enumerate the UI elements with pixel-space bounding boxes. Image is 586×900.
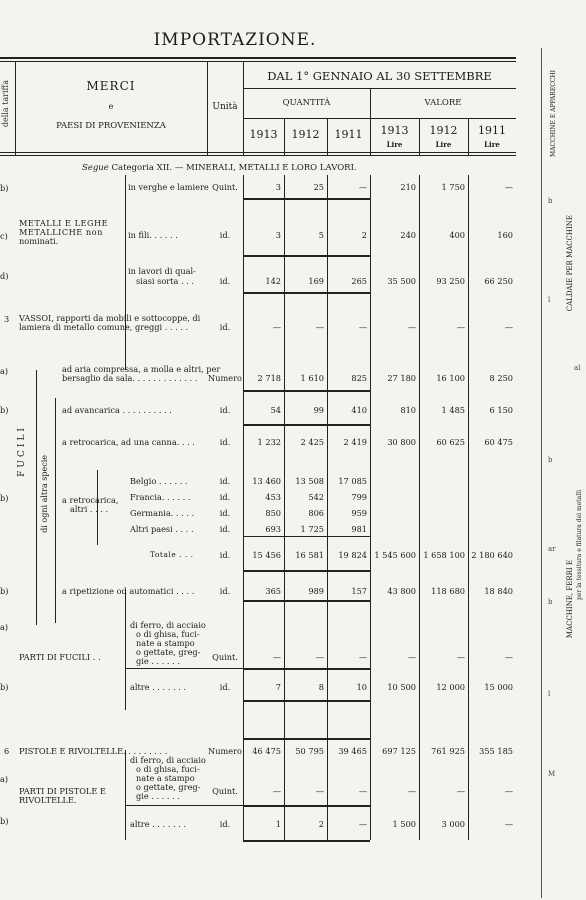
q1913-cell: 7 bbox=[275, 682, 281, 692]
unit-cell: id. bbox=[219, 322, 231, 332]
q1913-cell: — bbox=[272, 322, 281, 332]
unit-cell: id. bbox=[219, 405, 231, 415]
year-q-1913: 1913 bbox=[249, 128, 278, 141]
q1913-cell: 693 bbox=[265, 524, 281, 534]
right-edge-mark: M bbox=[548, 770, 556, 778]
v1913-cell: — bbox=[407, 786, 416, 796]
label-avancarica: ad avancarica . . . . . . . . . . bbox=[62, 405, 172, 415]
unit-cell: Numero bbox=[208, 746, 242, 756]
q1913-cell: 2 718 bbox=[257, 373, 281, 383]
right-edge-mark: b bbox=[548, 197, 553, 205]
row-rule bbox=[243, 805, 370, 807]
q1911-cell: — bbox=[358, 322, 367, 332]
unit-cell: id. bbox=[219, 524, 231, 534]
label-ferro-p-1: di ferro, di acciaio bbox=[130, 755, 206, 765]
segue-label: Segue bbox=[82, 163, 109, 173]
label-ferro-p-3: nate a stampo bbox=[136, 773, 195, 783]
year-v-1911: 1911 bbox=[478, 124, 506, 137]
v1913-cell: — bbox=[407, 322, 416, 332]
left-mark: b) bbox=[0, 586, 9, 596]
label-retrocarica-canna: a retrocarica, ad una canna. . . . bbox=[62, 437, 195, 447]
left-mark: b) bbox=[0, 682, 9, 692]
right-edge-vert-mid2: MACCHINE, FERRI E bbox=[566, 560, 574, 639]
unit-cell: id. bbox=[219, 437, 231, 447]
col-rule bbox=[125, 175, 126, 370]
year-q-1911: 1911 bbox=[334, 128, 363, 141]
q1911-cell: 265 bbox=[351, 276, 367, 286]
left-mark: b) bbox=[0, 493, 9, 503]
label-retrocarica-altri-2: altri . . . . bbox=[70, 504, 109, 514]
col-rule bbox=[419, 175, 420, 840]
parti-pistole-bracket bbox=[125, 750, 126, 840]
q1911-cell: 825 bbox=[351, 373, 367, 383]
year-v-1913: 1913 bbox=[380, 124, 409, 137]
q1911-cell: 10 bbox=[356, 682, 367, 692]
v1912-cell: 93 250 bbox=[436, 276, 465, 286]
q1913-cell: 15 456 bbox=[252, 550, 281, 560]
q1911-cell: 799 bbox=[351, 492, 367, 502]
v1911-cell: — bbox=[504, 786, 513, 796]
row-rule bbox=[243, 536, 370, 537]
label-retrocarica-altri-1: a retrocarica, bbox=[62, 495, 119, 505]
v1913-cell: 810 bbox=[400, 405, 416, 415]
fucili-bracket bbox=[36, 370, 37, 625]
q1912-cell: — bbox=[315, 652, 324, 662]
row-rule bbox=[243, 390, 370, 392]
label-germania: Germania. . . . . bbox=[130, 508, 195, 518]
v1911-cell: 8 250 bbox=[489, 373, 513, 383]
unit-cell: id. bbox=[219, 492, 231, 502]
q1913-cell: 453 bbox=[265, 492, 281, 502]
v1912-cell: — bbox=[456, 322, 465, 332]
label-ferro-p-2: o di ghisa, fuci- bbox=[136, 764, 200, 774]
year-v-1912: 1912 bbox=[429, 124, 458, 137]
left-mark: a) bbox=[0, 622, 9, 632]
q1912-cell: 989 bbox=[308, 586, 324, 596]
q1911-cell: 959 bbox=[351, 508, 367, 518]
v1913-cell: 1 545 600 bbox=[374, 550, 416, 560]
label-vassoi-2: lamiera di metallo comune, greggi . . . . . bbox=[19, 322, 189, 332]
q1913-cell: 3 bbox=[275, 182, 281, 192]
v1913-cell: 43 800 bbox=[387, 586, 416, 596]
lire-label: Lire bbox=[484, 140, 500, 149]
right-edge-mark: l bbox=[548, 296, 551, 304]
right-edge-mark: al bbox=[574, 364, 581, 372]
q1913-cell: 3 bbox=[275, 230, 281, 240]
left-mark: c) bbox=[0, 231, 8, 241]
col-rule bbox=[468, 175, 469, 840]
row-rule bbox=[125, 805, 243, 806]
label-aria-2: bersaglio da sala. . . . . . . . . . . . . bbox=[62, 373, 198, 383]
label-francia: Francia. . . . . . bbox=[130, 492, 191, 502]
q1912-cell: 2 425 bbox=[300, 437, 324, 447]
unit-cell: Numero bbox=[208, 373, 242, 383]
q1911-cell: 2 419 bbox=[343, 437, 367, 447]
header-top-rule-2 bbox=[0, 61, 516, 62]
q1912-cell: 16 581 bbox=[295, 550, 324, 560]
lire-label: Lire bbox=[386, 140, 403, 149]
q1913-cell: 54 bbox=[270, 405, 281, 415]
row-rule bbox=[243, 600, 370, 602]
v1911-cell: 15 000 bbox=[484, 682, 513, 692]
v1913-cell: 10 500 bbox=[387, 682, 416, 692]
q1912-cell: 99 bbox=[313, 405, 324, 415]
right-edge-vert-top: MACCHINE E APPARECCHI bbox=[550, 70, 557, 157]
unit-cell: id. bbox=[219, 230, 231, 240]
q1912-cell: 2 bbox=[318, 819, 324, 829]
q1911-cell: 2 bbox=[361, 230, 367, 240]
right-edge-mark: l bbox=[548, 690, 551, 698]
q1913-cell: 1 bbox=[275, 819, 281, 829]
q1912-cell: 13 508 bbox=[295, 476, 324, 486]
v1911-cell: 2 180 640 bbox=[471, 550, 513, 560]
q1913-cell: 142 bbox=[265, 276, 281, 286]
left-mark: b) bbox=[0, 816, 9, 826]
label-ripetizione: a ripetizione od automatici . . . . bbox=[62, 586, 195, 596]
unit-cell: id. bbox=[219, 682, 231, 692]
label-belgio: Belgio . . . . . . bbox=[130, 476, 188, 486]
q1911-cell: 157 bbox=[351, 586, 367, 596]
q1913-cell: — bbox=[272, 652, 281, 662]
category-line bbox=[82, 163, 357, 173]
label-ferro-4: o gettate, greg- bbox=[136, 647, 201, 657]
v1911-cell: — bbox=[504, 182, 513, 192]
col-rule bbox=[370, 175, 371, 840]
q1911-cell: 19 824 bbox=[338, 550, 367, 560]
label-metalli-3: nominati. bbox=[19, 236, 59, 246]
q1912-cell: 169 bbox=[308, 276, 324, 286]
left-mark: 6 bbox=[4, 746, 10, 756]
header-top-rule bbox=[0, 57, 516, 59]
label-fili: in fili. . . . . . bbox=[128, 230, 178, 240]
v1911-cell: 355 185 bbox=[479, 746, 513, 756]
valore-header: VALORE bbox=[424, 98, 462, 108]
row-rule bbox=[243, 292, 370, 294]
q1913-cell: 13 460 bbox=[252, 476, 281, 486]
unit-cell: id. bbox=[219, 819, 231, 829]
label-altre-p: altre . . . . . . . bbox=[130, 819, 186, 829]
q1912-cell: 806 bbox=[308, 508, 324, 518]
quantita-header: QUANTITÀ bbox=[282, 98, 331, 108]
v1911-cell: 18 840 bbox=[484, 586, 513, 596]
merci-header: MERCI bbox=[86, 79, 136, 93]
q1911-cell: 981 bbox=[351, 524, 367, 534]
header-period-rule bbox=[243, 88, 516, 89]
v1911-cell: — bbox=[504, 652, 513, 662]
label-ferro-2: o di ghisa, fuci- bbox=[136, 629, 200, 639]
v1912-cell: 118 680 bbox=[431, 586, 465, 596]
header-bottom-rule-2 bbox=[0, 155, 516, 156]
right-edge-rule bbox=[541, 48, 542, 898]
v1911-cell: 60 475 bbox=[484, 437, 513, 447]
q1913-cell: 46 475 bbox=[252, 746, 281, 756]
ogni-specie-bracket bbox=[55, 398, 56, 623]
row-rule bbox=[243, 424, 370, 426]
row-rule bbox=[243, 840, 370, 842]
v1912-cell: 12 000 bbox=[436, 682, 465, 692]
v1913-cell: 27 180 bbox=[387, 373, 416, 383]
v1911-cell: 6 150 bbox=[489, 405, 513, 415]
v1911-cell: 160 bbox=[497, 230, 513, 240]
v1912-cell: 1 658 100 bbox=[423, 550, 465, 560]
q1911-cell: 39 465 bbox=[338, 746, 367, 756]
label-fucili: FUCILI bbox=[17, 425, 27, 477]
label-ferro-p-5: gie . . . . . . bbox=[136, 791, 180, 801]
row-rule bbox=[243, 570, 370, 572]
unita-header: Unità bbox=[212, 102, 238, 112]
v1911-cell: 66 250 bbox=[484, 276, 513, 286]
label-parti-fucili: PARTI DI FUCILI . . bbox=[19, 652, 101, 662]
label-pistole: PISTOLE E RIVOLTELLE. . . . . . . . . bbox=[19, 746, 168, 756]
row-rule bbox=[243, 700, 370, 702]
paesi-header: PAESI DI PROVENIENZA bbox=[56, 121, 166, 131]
q1912-cell: — bbox=[315, 322, 324, 332]
unit-cell: Quint. bbox=[212, 786, 238, 796]
unit-cell: id. bbox=[219, 276, 231, 286]
lire-label: Lire bbox=[435, 140, 452, 149]
unit-cell: Quint. bbox=[212, 652, 238, 662]
v1912-cell: 60 625 bbox=[436, 437, 465, 447]
right-edge-mark: b bbox=[548, 598, 553, 606]
left-mark: b) bbox=[0, 183, 9, 193]
label-lavori-1: in lavori di qual- bbox=[128, 266, 196, 276]
q1912-cell: 50 795 bbox=[295, 746, 324, 756]
row-rule bbox=[243, 738, 370, 740]
v1913-cell: 697 125 bbox=[382, 746, 416, 756]
header-bottom-rule bbox=[0, 152, 516, 153]
left-mark: b) bbox=[0, 405, 9, 415]
right-edge-vert-mid1: CALDAIE PER MACCHINE bbox=[566, 215, 574, 312]
q1911-cell: — bbox=[358, 652, 367, 662]
v1911-cell: — bbox=[504, 819, 513, 829]
q1912-cell: 25 bbox=[313, 182, 324, 192]
label-vassoi-1: VASSOI, rapporti da mobili e sottocoppe, di bbox=[19, 313, 201, 323]
unit-cell: id. bbox=[219, 586, 231, 596]
q1911-cell: 17 085 bbox=[338, 476, 367, 486]
q1912-cell: 1 725 bbox=[300, 524, 324, 534]
q1912-cell: — bbox=[315, 786, 324, 796]
left-mark: a) bbox=[0, 366, 9, 376]
right-edge-mark: b bbox=[548, 456, 553, 464]
page-title: IMPORTAZIONE. bbox=[153, 30, 317, 50]
v1912-cell: 400 bbox=[449, 230, 465, 240]
v1912-cell: 3 000 bbox=[441, 819, 465, 829]
v1913-cell: 1 500 bbox=[392, 819, 416, 829]
year-q-1912: 1912 bbox=[291, 128, 320, 141]
q1912-cell: 5 bbox=[318, 230, 324, 240]
label-verghe: in verghe e lamiere bbox=[128, 182, 209, 192]
unit-cell: Quint. bbox=[212, 182, 238, 192]
q1912-cell: 8 bbox=[318, 682, 324, 692]
v1913-cell: 210 bbox=[400, 182, 416, 192]
label-metalli-2: METALLICHE non bbox=[19, 227, 103, 237]
row-rule bbox=[125, 668, 243, 669]
label-ferro-p-4: o gettate, greg- bbox=[136, 782, 201, 792]
label-metalli-1: METALLI E LEGHE bbox=[19, 218, 109, 228]
label-ferro-3: nate a stampo bbox=[136, 638, 195, 648]
q1911-cell: — bbox=[358, 786, 367, 796]
v1912-cell: 1 485 bbox=[441, 405, 465, 415]
v1912-cell: 1 750 bbox=[441, 182, 465, 192]
q1913-cell: 365 bbox=[265, 586, 281, 596]
q1912-cell: 1 610 bbox=[300, 373, 324, 383]
q1913-cell: — bbox=[272, 786, 281, 796]
label-aria-1: ad aria compressa, a molla e altri, per bbox=[62, 364, 221, 374]
q1912-cell: 542 bbox=[308, 492, 324, 502]
q1913-cell: 850 bbox=[265, 508, 281, 518]
row-rule bbox=[243, 198, 370, 200]
right-edge-vert-mid3: per la tessitura e filatura dei metalli bbox=[576, 490, 583, 601]
label-ferro-1: di ferro, di acciaio bbox=[130, 620, 206, 630]
v1913-cell: — bbox=[407, 652, 416, 662]
v1912-cell: 761 925 bbox=[431, 746, 465, 756]
label-totale: Totale . . . bbox=[150, 550, 194, 559]
left-mark: a) bbox=[0, 774, 9, 784]
v1912-cell: — bbox=[456, 652, 465, 662]
v1912-cell: — bbox=[456, 786, 465, 796]
label-parti-pistole-2: RIVOLTELLE. bbox=[19, 795, 77, 805]
v1913-cell: 35 500 bbox=[387, 276, 416, 286]
label-ferro-5: gie . . . . . . bbox=[136, 656, 180, 666]
label-altre: altre . . . . . . . bbox=[130, 682, 186, 692]
left-mark: d) bbox=[0, 271, 9, 281]
row-rule bbox=[243, 255, 370, 257]
category-text: Categoria XII. — MINERALI, METALLI E LORO LAVORI. bbox=[111, 163, 357, 173]
v1911-cell: — bbox=[504, 322, 513, 332]
e-header: e bbox=[108, 102, 114, 111]
unit-cell: id. bbox=[219, 550, 231, 560]
label-lavori-2: siasi sorta . . . bbox=[136, 276, 194, 286]
period-header: DAL 1° GENNAIO AL 30 SETTEMBRE bbox=[267, 69, 492, 83]
right-edge-mark: ar bbox=[548, 545, 556, 553]
v1913-cell: 240 bbox=[400, 230, 416, 240]
unit-cell: id. bbox=[219, 508, 231, 518]
unit-cell: id. bbox=[219, 476, 231, 486]
q1913-cell: 1 232 bbox=[257, 437, 281, 447]
label-ogni-specie: di ogni altra specie bbox=[40, 455, 49, 533]
label-parti-pistole-1: PARTI DI PISTOLE E bbox=[19, 786, 106, 796]
q1911-cell: — bbox=[358, 182, 367, 192]
left-edge-text: della tariffa bbox=[1, 80, 10, 128]
left-mark: 3 bbox=[4, 314, 10, 324]
parti-fucili-bracket bbox=[125, 590, 126, 710]
row-rule bbox=[243, 668, 370, 670]
q1911-cell: — bbox=[358, 819, 367, 829]
q1911-cell: 410 bbox=[351, 405, 367, 415]
label-altri-paesi: Altri paesi . . . . bbox=[130, 524, 194, 534]
v1913-cell: 30 800 bbox=[387, 437, 416, 447]
v1912-cell: 16 100 bbox=[436, 373, 465, 383]
